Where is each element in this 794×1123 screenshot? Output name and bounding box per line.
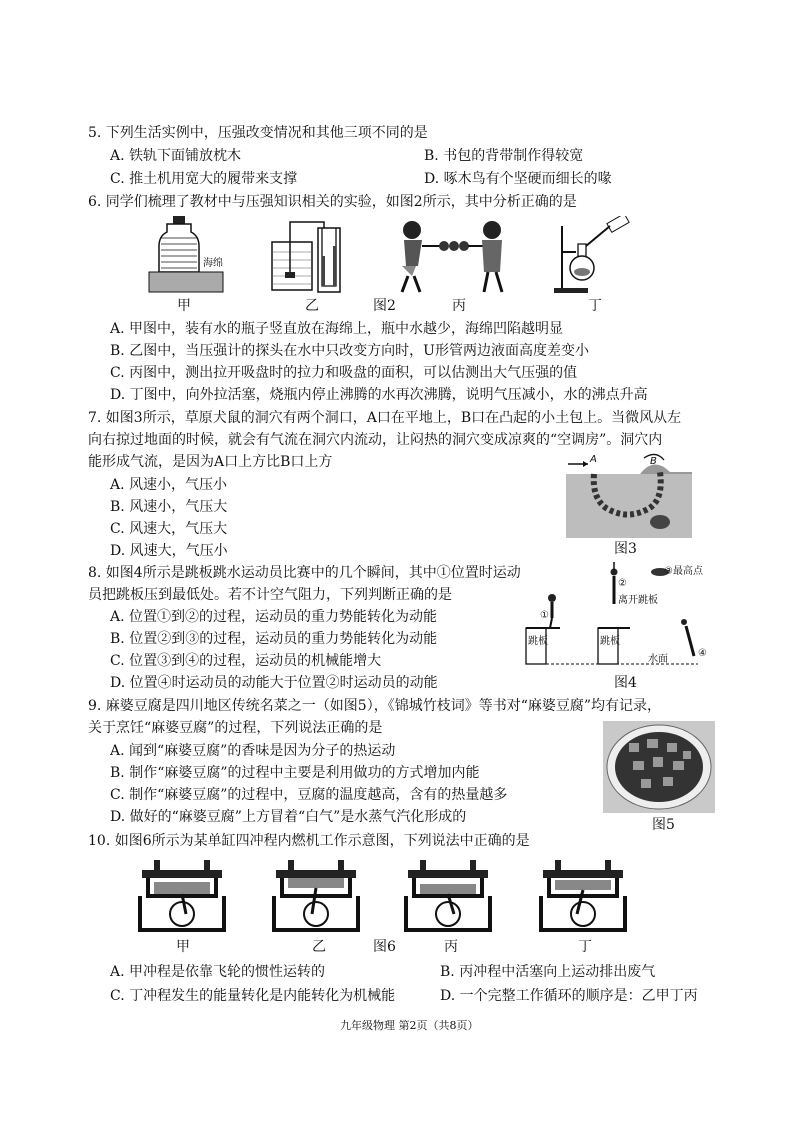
q6-option-d: D. 丁图中，向外拉活塞，烧瓶内停止沸腾的水再次沸腾，说明气压减小，水的沸点升高 [110,387,648,403]
q8-option-b: B. 位置②到③的过程，运动员的重力势能转化为动能 [110,631,438,647]
fig3-caption: 图3 [614,541,637,557]
q8-stem-line2: 员把跳板压到最低处。若不计空气阻力，下列判断正确的是 [88,587,452,603]
fig2-caption: 图2 [373,298,396,314]
figure-2-flask-syringe [552,216,632,296]
q9-stem-line2: 关于烹饪“麻婆豆腐”的过程，下列说法正确的是 [88,720,383,736]
q6-option-b: B. 乙图中，当压强计的探头在水中只改变方向时，U形管两边液面高度差变小 [110,343,589,359]
q5-option-c: C. 推土机用宽大的履带来支撑 [110,171,298,187]
fig2-caption-bing: 丙 [452,298,466,314]
fig6-caption-jia: 甲 [176,939,190,955]
figure-2-bottle-on-sponge [145,216,230,296]
fig2-caption-ding: 丁 [588,298,602,314]
fig4-label-top: ③最高点 [664,566,703,577]
q8-option-a: A. 位置①到②的过程，运动员的重力势能转化为动能 [110,609,438,625]
q7-stem-line3: 能形成气流，是因为A口上方比B口上方 [88,454,333,470]
q10-option-b: B. 丙冲程中活塞向上运动排出废气 [440,964,656,980]
q7-option-c: C. 风速大，气压大 [110,521,228,537]
fig4-label-2: ② [618,578,627,589]
figure-6-engine-ding [535,856,631,936]
q5-option-a: A. 铁轨下面铺放枕木 [110,148,242,164]
fig4-label-water: 水面 [648,654,668,665]
q10-option-d: D. 一个完整工作循环的顺序是：乙甲丁丙 [440,988,698,1004]
q9-option-c: C. 制作“麻婆豆腐”的过程中，豆腐的温度越高，含有的热量越多 [110,787,508,803]
q9-option-a: A. 闻到“麻婆豆腐”的香味是因为分子的热运动 [110,743,396,759]
figure-3-burrow [566,452,692,540]
figure-6-engine-yi [268,856,364,936]
fig4-label-board2: 跳板 [600,636,620,647]
q8-option-d: D. 位置④时运动员的动能大于位置②时运动员的动能 [110,675,438,691]
q6-option-a: A. 甲图中，装有水的瓶子竖直放在海绵上，瓶中水越少，海绵凹陷越明显 [110,321,564,337]
q5-option-d: D. 啄木鸟有个坚硬而细长的喙 [424,171,612,187]
fig3-label-b: B [650,456,657,467]
q7-option-a: A. 风速小，气压小 [110,477,228,493]
fig4-label-4: ④ [698,648,707,659]
figure-6-engine-jia [134,856,230,936]
q7-stem-line2: 向右掠过地面的时候，就会有气流在洞穴内流动，让闷热的洞穴变成凉爽的“空调房”。洞穴内 [88,432,663,448]
q8-stem-line1: 8. 如图4所示是跳板跳水运动员比赛中的几个瞬间，其中①位置时运动 [88,565,521,581]
fig4-label-1: ① [540,610,549,621]
figure-4-diving [520,556,720,668]
q6-stem: 6. 同学们梳理了教材中与压强知识相关的实验，如图2所示，其中分析正确的是 [88,194,577,210]
q5-stem: 5. 下列生活实例中，压强改变情况和其他三项不同的是 [88,125,428,141]
fig6-caption: 图6 [373,939,396,955]
sponge-label: 海绵 [203,258,223,269]
q9-option-b: B. 制作“麻婆豆腐”的过程中主要是利用做功的方式增加内能 [110,765,480,781]
fig6-caption-bing: 丙 [444,939,458,955]
fig4-label-board1: 跳板 [528,636,548,647]
fig2-caption-yi: 乙 [305,298,319,314]
fig6-caption-ding: 丁 [578,939,592,955]
q6-option-c: C. 丙图中，测出拉开吸盘时的拉力和吸盘的面积，可以估测出大气压强的值 [110,365,578,381]
fig5-caption: 图5 [652,817,675,833]
fig3-label-a: A [590,454,597,465]
figure-2-suction-cup-pull [392,216,512,296]
fig4-label-leave: 离开跳板 [618,595,658,606]
fig2-caption-jia: 甲 [177,298,191,314]
q9-stem-line1: 9. 麻婆豆腐是四川地区传统名菜之一（如图5），《锦城竹枝词》等书对“麻婆豆腐”均有记录， [88,698,662,714]
q10-option-a: A. 甲冲程是依靠飞轮的惯性运转的 [110,964,326,980]
q7-option-b: B. 风速小，气压大 [110,499,228,515]
q7-option-d: D. 风速大，气压小 [110,543,228,559]
q9-option-d: D. 做好的“麻婆豆腐”上方冒着“白气”是水蒸气汽化形成的 [110,809,467,825]
figure-5-mapo-tofu-photo [603,721,715,813]
fig4-caption: 图4 [614,675,637,691]
q10-option-c: C. 丁冲程发生的能量转化是内能转化为机械能 [110,988,396,1004]
q7-stem-line1: 7. 如图3所示，草原犬鼠的洞穴有两个洞口，A口在平地上，B口在凸起的小土包上。当微风从左 [88,410,682,426]
q10-stem: 10. 如图6所示为某单缸四冲程内燃机工作示意图，下列说法中正确的是 [88,833,530,849]
figure-6-engine-bing [400,856,496,936]
figure-2-pressure-gauge [268,216,348,296]
fig6-caption-yi: 乙 [312,939,326,955]
q8-option-c: C. 位置③到④的过程，运动员的机械能增大 [110,653,382,669]
page-footer: 九年级物理 第2页（共8页） [340,1019,479,1032]
q5-option-b: B. 书包的背带制作得较宽 [424,148,584,164]
